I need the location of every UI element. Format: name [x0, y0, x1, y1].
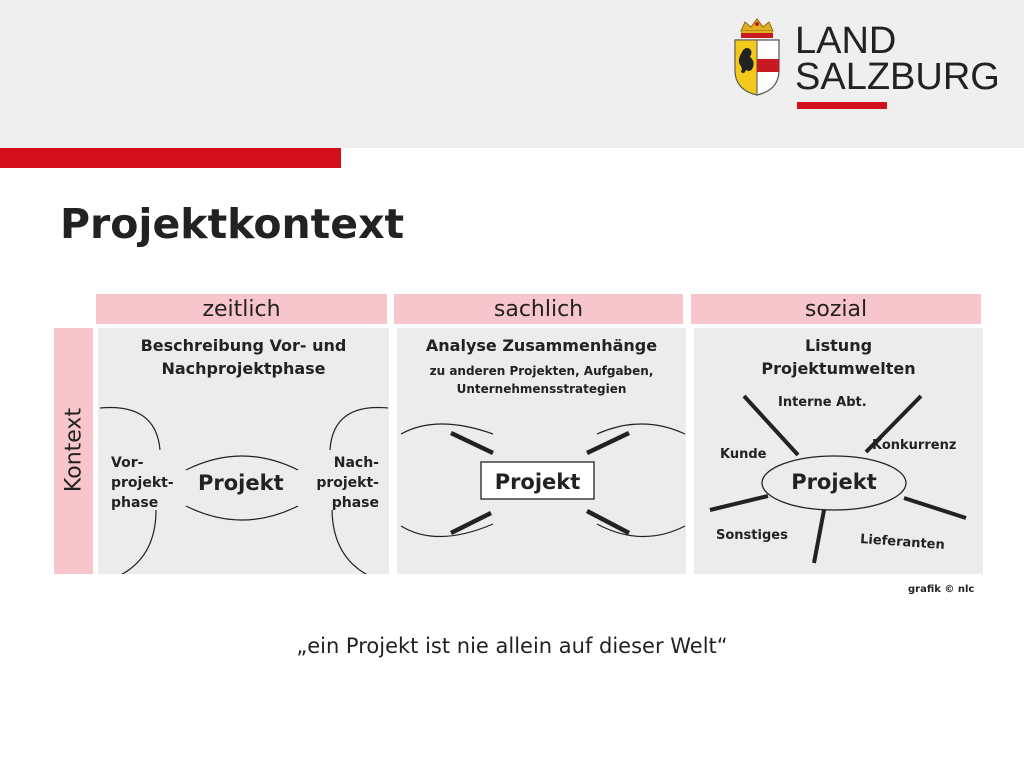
brand-name-line2: SALZBURG [795, 56, 1000, 98]
brand-name-line1: LAND [795, 20, 897, 62]
pre-phase-label: projekt- [111, 475, 174, 491]
panel-subtitle-line: zu anderen Projekten, Aufgaben, [429, 364, 654, 378]
project-label: Projekt [198, 471, 284, 495]
project-label: Projekt [791, 470, 877, 494]
page-title: Projektkontext [60, 200, 405, 248]
timeline-diagram [98, 328, 389, 574]
panel-sozial [694, 328, 983, 574]
context-label: Kontext [61, 407, 87, 493]
panel-subtitle-line: Unternehmensstrategien [456, 382, 627, 396]
pre-phase-label: phase [111, 495, 159, 511]
panel-sachlich [397, 328, 686, 574]
panel-title-line: Projektumwelten [761, 359, 916, 378]
relations-diagram [397, 328, 686, 574]
panel-title-line: Beschreibung Vor- und [140, 336, 347, 355]
coat-of-arms-logo [732, 16, 782, 96]
panel-title-line: Analyse Zusammenhänge [425, 336, 658, 355]
panel-title-line: Nachprojektphase [161, 359, 326, 378]
stakeholder-label: Lieferanten [859, 532, 946, 553]
column-header-zeitlich: zeitlich [96, 294, 387, 324]
stakeholder-label: Interne Abt. [778, 395, 867, 410]
stakeholder-label: Konkurrenz [872, 438, 957, 453]
quote: „ein Projekt ist nie allein auf dieser Welt“ [296, 634, 728, 658]
post-phase-label: Nach- [333, 455, 379, 471]
panel-zeitlich [98, 328, 389, 574]
stakeholder-label: Sonstiges [716, 528, 788, 543]
accent-bar [0, 148, 341, 168]
stakeholder-label: Kunde [720, 447, 767, 462]
brand-underline [797, 102, 887, 109]
column-header-sachlich: sachlich [394, 294, 683, 324]
panel-title-line: Listung [804, 336, 873, 355]
post-phase-label: projekt- [316, 475, 379, 491]
pre-phase-label: Vor- [111, 455, 144, 471]
post-phase-label: phase [331, 495, 379, 511]
graphic-credit: grafik © nlc [908, 584, 975, 595]
project-label: Projekt [494, 470, 581, 494]
column-header-sozial: sozial [691, 294, 981, 324]
